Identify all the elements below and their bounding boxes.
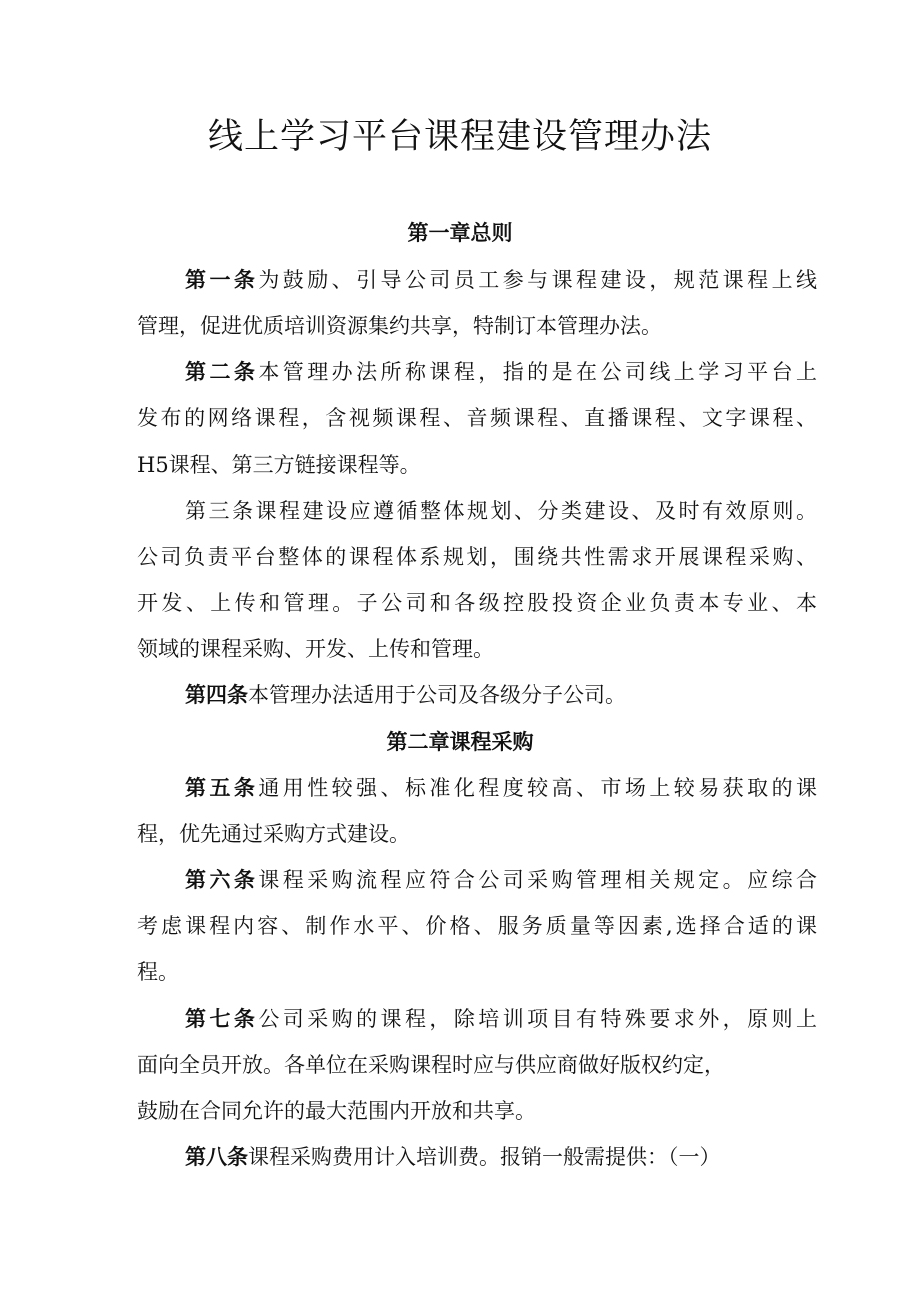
article-7-line-3: 鼓励在合同允许的最大范围内开放和共享。: [137, 1099, 536, 1123]
article-6-text-1: 课程采购流程应符合公司采购管理相关规定。应综合: [258, 868, 818, 892]
article-6-label: 第六条: [185, 868, 259, 892]
article-3-line-2: 公司负责平台整体的课程体系规划，围绕共性需求开展课程采购、: [137, 545, 817, 569]
article-3-line-1: 第三条课程建设应遵循整体规划、分类建设、及时有效原则。: [185, 499, 817, 523]
article-6-line-2: 考虑课程内容、制作水平、价格、服务质量等因素,选择合适的课: [137, 914, 817, 938]
article-6-line-3: 程。: [137, 960, 179, 984]
article-8-text-1: 课程采购费用计入培训费。报销一般需提供：（一）: [248, 1145, 721, 1169]
article-4-text-1: 本管理办法适用于公司及各级分子公司。: [248, 683, 626, 707]
article-3-line-4: 领域的课程采购、开发、上传和管理。: [137, 637, 494, 661]
chapter-heading-1: 第一章总则: [407, 221, 513, 245]
document-title: 线上学习平台课程建设管理办法: [207, 117, 712, 157]
article-2-label: 第二条: [185, 360, 259, 384]
article-5-text-1: 通用性较强、标准化程度较高、市场上较易获取的课: [258, 776, 818, 800]
article-1-line-2: 管理，促进优质培训资源集约共享，特制订本管理办法。: [137, 314, 662, 338]
article-4-label: 第四条: [185, 683, 248, 707]
article-8-line-1: [185, 1142, 817, 1172]
article-5-label: 第五条: [185, 776, 259, 800]
article-8-label: 第八条: [185, 1145, 248, 1169]
article-6-line-1: [185, 865, 817, 895]
article-2-text-1: 本管理办法所称课程，指的是在公司线上学习平台上: [258, 360, 818, 384]
article-7-text-1: 公司采购的课程，除培训项目有特殊要求外，原则上: [258, 1007, 818, 1031]
article-5-line-2: 程，优先通过采购方式建设。: [137, 822, 410, 846]
article-7-label: 第七条: [185, 1007, 259, 1031]
article-1-label: 第一条: [185, 268, 259, 292]
chapter-heading-2: 第二章课程采购: [386, 730, 534, 754]
article-5-line-1: [185, 773, 817, 803]
article-1-text-1: 为鼓励、引导公司员工参与课程建设，规范课程上线: [258, 268, 818, 292]
article-3-line-3: 开发、上传和管理。子公司和各级控股投资企业负责本专业、本: [137, 591, 817, 615]
article-4-line-1: [185, 680, 817, 710]
article-2-line-1: [185, 357, 817, 387]
article-7-line-1: [185, 1004, 817, 1034]
article-7-line-2: 面向全员开放。各单位在采购课程时应与供应商做好版权约定，: [137, 1053, 725, 1077]
article-2-line-2: 发布的网络课程，含视频课程、音频课程、直播课程、文字课程、: [137, 406, 817, 430]
article-1-line-1: [185, 265, 817, 295]
article-2-line-3: H5课程、第三方链接课程等。: [137, 453, 421, 477]
